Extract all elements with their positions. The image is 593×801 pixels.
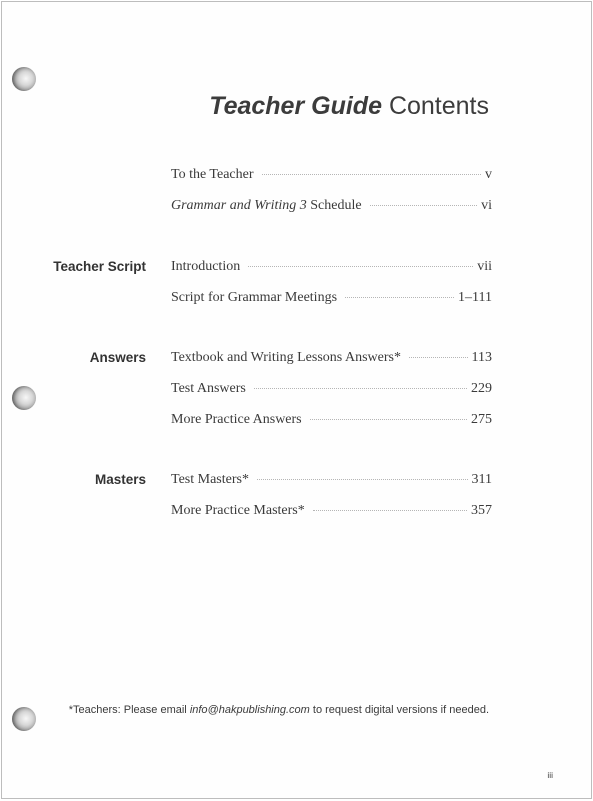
dot-leader: [248, 266, 473, 267]
dot-leader: [310, 419, 467, 420]
binder-hole-icon: [12, 386, 36, 410]
section-label-teacher-script: Teacher Script: [53, 259, 146, 274]
toc-entry-page: vi: [481, 198, 492, 213]
toc-entry-title: [171, 198, 362, 214]
toc-entry-more-practice-masters: [171, 503, 492, 519]
toc-entry-test-answers: [171, 381, 492, 397]
toc-entry-textbook-answers: [171, 350, 492, 366]
toc-entry-title: More Practice Masters*: [171, 503, 305, 518]
page-title-plain: Contents: [388, 92, 489, 120]
toc-entry-page: 1–111: [458, 290, 492, 305]
footnote: [69, 704, 489, 716]
dot-leader: [257, 479, 468, 480]
page-title-italic: Teacher Guide: [209, 92, 382, 120]
toc-entry-title: Textbook and Writing Lessons Answers*: [171, 350, 401, 365]
toc-entry-page: 113: [471, 350, 492, 365]
toc-entry-page: 311: [471, 472, 492, 487]
dot-leader: [345, 297, 454, 298]
dot-leader: [409, 357, 468, 358]
toc-entry-title: More Practice Answers: [171, 412, 302, 427]
toc-entry-page: 229: [471, 381, 492, 396]
toc-entry-test-masters: [171, 472, 492, 488]
toc-entry-page: 275: [471, 412, 492, 427]
toc-entry-script: [171, 290, 492, 306]
toc-entry-title: Script for Grammar Meetings: [171, 290, 338, 305]
document-page: [1, 1, 592, 799]
binder-hole-icon: [12, 707, 36, 731]
toc-entry-title-italic: Grammar and Writing 3: [171, 198, 307, 213]
page-number: iii: [547, 770, 553, 780]
binder-hole-icon: [12, 67, 36, 91]
toc-entry-title: Introduction: [171, 259, 241, 274]
toc-entry-title: To the Teacher: [171, 167, 254, 182]
dot-leader: [313, 510, 467, 511]
toc-entry-introduction: [171, 259, 492, 275]
toc-entry-page: v: [485, 167, 492, 182]
toc-entry-page: vii: [477, 259, 492, 274]
footnote-email: info@hakpublishing.com: [189, 704, 310, 716]
toc-entry-schedule: [171, 198, 492, 214]
toc-entry-more-practice-answers: [171, 412, 492, 428]
dot-leader: [254, 388, 467, 389]
toc-entry-title-rest: Schedule: [310, 198, 362, 213]
dot-leader: [370, 205, 478, 206]
dot-leader: [262, 174, 481, 175]
page-title: [209, 92, 489, 121]
section-label-masters: Masters: [94, 472, 146, 487]
toc-entry-to-the-teacher: [171, 167, 492, 183]
toc-entry-title: Test Masters*: [171, 472, 249, 487]
footnote-text-after: to request digital versions if needed.: [312, 704, 489, 716]
footnote-text-before: *Teachers: Please email: [68, 704, 187, 716]
toc-entry-title: Test Answers: [171, 381, 246, 396]
section-label-answers: Answers: [89, 350, 146, 365]
toc-entry-page: 357: [471, 503, 492, 518]
